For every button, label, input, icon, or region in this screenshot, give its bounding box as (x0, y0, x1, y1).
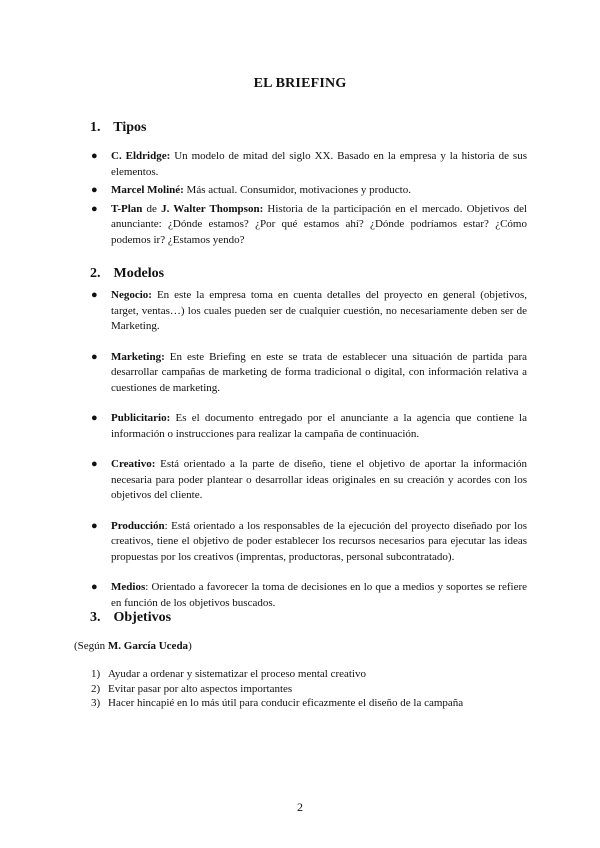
list-item (91, 202, 527, 249)
list-item (91, 682, 463, 697)
item-term: J. Walter Thompson: (161, 202, 264, 215)
item-text: Historia de la participación en el mercado. Objetivos del anunciante: ¿Dónde estamos? ¿Por qué estamos ahí? ¿Dónde podríamos estar? ¿Cómo podemos ir? ¿Estamos yendo? (111, 202, 528, 246)
list-item (91, 183, 527, 199)
source-note (74, 640, 192, 652)
bullet-icon: ● (91, 150, 98, 162)
item-term: T-Plan (111, 202, 143, 215)
section-heading-modelos (90, 266, 164, 282)
list-item (91, 149, 527, 180)
section-number: 3. (90, 610, 101, 625)
item-text: Un modelo de mitad del siglo XX. Basado en la empresa y la historia de sus elementos. (111, 150, 527, 178)
section-title: Objetivos (113, 610, 172, 625)
item-text: : Está orientado a los responsables de la ejecución del proyecto diseñado por los creativos, tiene el objetivo de poder establecer los recursos necesarios para ejecutar las ideas propuestas por los creativos (imprentas, productoras, personal subcontratado). (111, 519, 527, 563)
item-text: Más actual. Consumidor, motivaciones y producto. (183, 184, 411, 196)
item-term: Creativo: (111, 458, 156, 470)
note-author: M. García Uceda (107, 640, 189, 652)
bullet-icon: ● (91, 412, 98, 424)
item-text: Hacer hincapié en lo más útil para conducir eficazmente el diseño de la campaña (108, 697, 464, 709)
item-text: En este Briefing en este se trata de establecer una situación de partida para desarrollar campañas de marketing de forma tradicional o digital, con información relativa a cuestiones de marketing. (111, 350, 527, 394)
list-item (91, 696, 463, 711)
list-item (91, 519, 527, 566)
item-text: En este la empresa toma en cuenta detalles del proyecto en general (objetivos, target, ventas…) los cuales pueden ser de cualquier cuestión, no necesariamente deben ser de Marketing. (111, 289, 527, 332)
item-text: : Orientado a favorecer la toma de decisiones en lo que a medios y soportes se refiere en función de los objetivos buscados. (111, 581, 527, 609)
section-heading-tipos (90, 120, 146, 136)
section-title: Modelos (113, 266, 165, 281)
item-number: 1) (91, 668, 101, 680)
item-term: Producción (111, 519, 165, 532)
item-number: 2) (91, 682, 101, 695)
note-prefix: (Según (74, 640, 108, 652)
list-item (91, 667, 463, 682)
item-number: 3) (91, 697, 101, 709)
bullet-icon: ● (91, 350, 98, 363)
section-number: 2. (90, 266, 101, 281)
bullet-icon: ● (91, 519, 98, 532)
item-text: Es el documento entregado por el anunciante a la agencia que contiene la información o instrucciones para realizar la campaña de continuación. (111, 412, 527, 440)
item-text: Evitar pasar por alto aspectos importantes (108, 682, 293, 695)
modelos-list (91, 288, 527, 611)
item-term: Negocio: (111, 289, 152, 301)
section-title: Tipos (113, 120, 147, 135)
bullet-icon: ● (91, 289, 98, 301)
list-item (91, 457, 527, 504)
item-term: Marketing: (111, 350, 165, 363)
note-suffix: ) (188, 640, 192, 652)
list-item (91, 411, 527, 442)
item-text: Está orientado a la parte de diseño, tiene el objetivo de aportar la información necesaria para poder plantear o desarrollar ideas originales en su creación y acordes con los objetivos del cliente. (111, 458, 527, 501)
item-term: Publicitario: (111, 412, 171, 424)
page-number: 2 (297, 800, 303, 814)
item-text: de (142, 202, 162, 215)
list-item (91, 288, 527, 335)
bullet-icon: ● (91, 184, 98, 196)
section-number: 1. (90, 120, 101, 135)
bullet-icon: ● (91, 458, 98, 470)
list-item (91, 350, 527, 397)
item-term: C. Eldridge: (111, 150, 171, 162)
item-term: Marcel Moliné: (111, 184, 184, 196)
bullet-icon: ● (91, 202, 98, 215)
page-title: EL BRIEFING (253, 76, 347, 91)
item-term: Medios (111, 581, 146, 593)
bullet-icon: ● (91, 581, 98, 593)
section-heading-objetivos (90, 610, 171, 626)
tipos-list (91, 149, 527, 248)
objectives-list (91, 667, 463, 711)
list-item (91, 580, 527, 611)
item-text: Ayudar a ordenar y sistematizar el proceso mental creativo (108, 668, 366, 680)
